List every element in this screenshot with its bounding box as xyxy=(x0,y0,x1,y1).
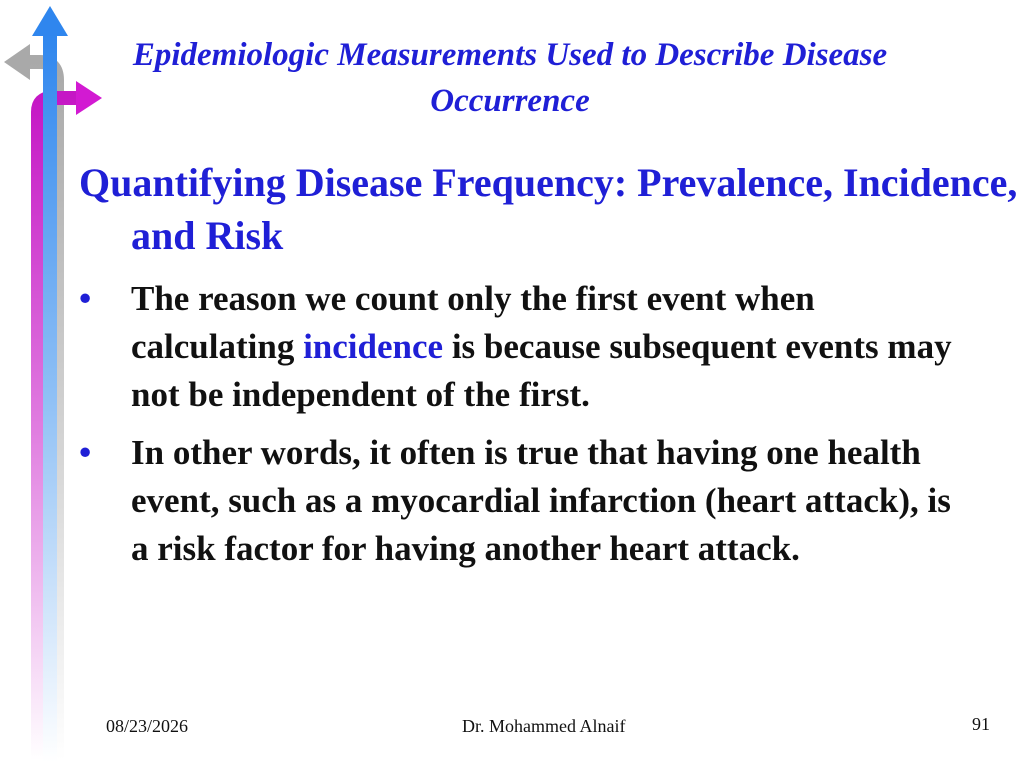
magenta-arrowhead-icon xyxy=(76,81,102,115)
page-number: 91 xyxy=(972,714,990,734)
gray-arrowhead-icon xyxy=(4,44,30,80)
bullet-list xyxy=(79,275,969,583)
slide-title: Epidemiologic Measurements Used to Describe Disease Occurrence xyxy=(132,37,888,119)
bullet-text-before: The reason we count only the first event when calculating xyxy=(131,279,815,366)
footer-date: 08/23/2026 xyxy=(106,716,189,736)
bullet-icon: • xyxy=(79,279,92,318)
bullet-item xyxy=(79,275,969,419)
blue-arrowhead-icon xyxy=(32,6,68,36)
bullet-text-after: is because subsequent events may not be independent of the first. xyxy=(131,327,952,414)
bullet-icon: • xyxy=(79,433,92,472)
footer-author: Dr. Mohammed Alnaif xyxy=(462,716,626,736)
slide-subheading: Quantifying Disease Frequency: Prevalence, Incidence, and Risk xyxy=(79,160,1018,258)
bullet-text: In other words, it often is true that having one health event, such as a myocardial infarction (heart attack), is a risk factor for having another heart attack. xyxy=(131,433,951,568)
bullet-item xyxy=(79,429,969,573)
incidence-highlight: incidence xyxy=(303,327,444,366)
